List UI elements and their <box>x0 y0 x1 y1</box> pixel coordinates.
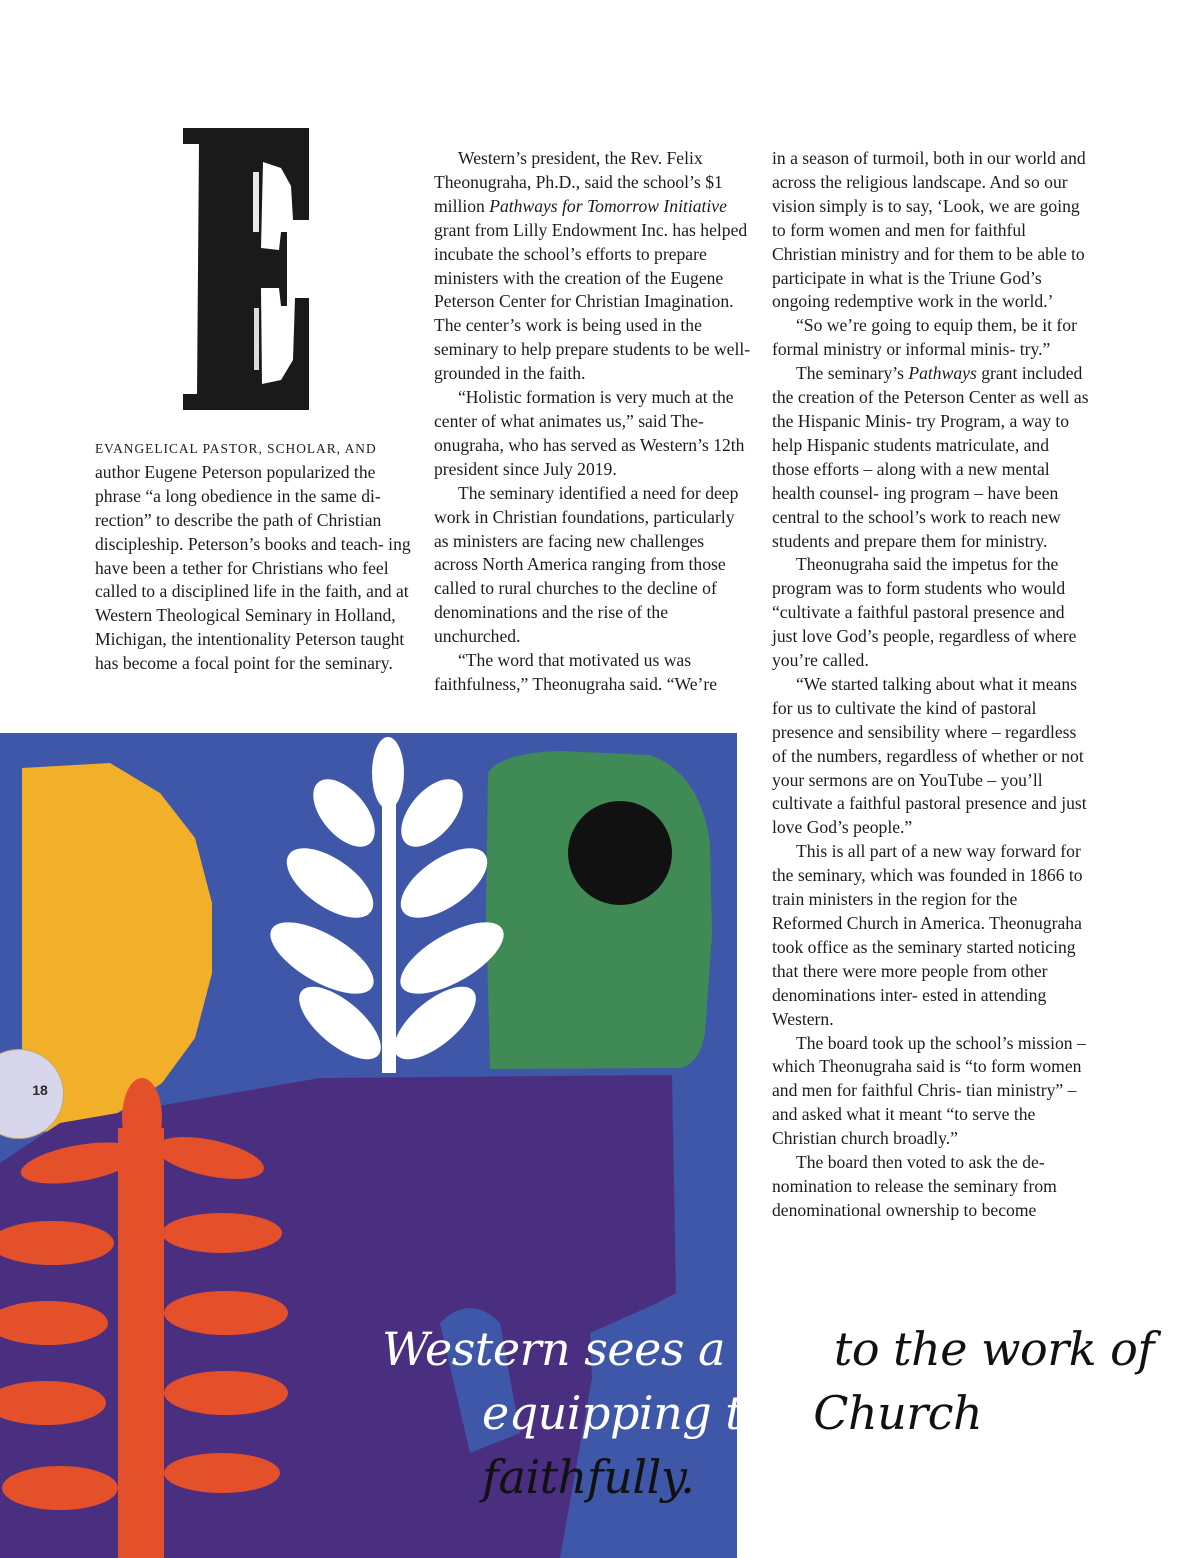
paragraph <box>434 147 752 386</box>
paragraph: The seminary identified a need for deep work in Christian foundations, particularly as ministers are facing new challenges across North America ranging from those called to rural churches to the decline of denominations and the rise of the unchurched. <box>434 482 739 647</box>
text-run: Western’s president, the Rev. Felix Theonugraha, Ph.D., said the school’s $1 million <box>434 148 723 216</box>
column-2 <box>434 147 752 697</box>
paragraph: in a season of turmoil, both in our world and across the religious landscape. And so our vision simply is to say, ‘Look, we are going to form women and men for faithful Christian ministry and for them to be able to participate in what is the Triune God’s ongoing redemptive work in the world.’ <box>772 148 1086 312</box>
paragraph: “So we’re going to equip them, be it for formal ministry or informal minis- try.” <box>772 315 1077 360</box>
pull-quote-text: equipping the <box>482 1386 814 1440</box>
paragraph: “The word that motivated us was faithfulness,” Theonugraha said. “We’re <box>434 650 718 694</box>
paragraph <box>772 362 1090 553</box>
paragraph: The board then voted to ask the de- nomination to release the seminary from denominational ownership to become <box>772 1152 1057 1220</box>
grant-name: Pathways <box>908 363 977 384</box>
paragraph: “Holistic formation is very much at the center of what animates us,” said The- onugraha, who has served as Western’s 12th president since July 2019. <box>434 387 745 479</box>
pull-quote-text: Western sees a call <box>382 1322 834 1376</box>
lead-paragraph <box>95 436 413 676</box>
drop-cap-letter <box>183 128 309 410</box>
text-run: grant included the creation of the Peterson Center as well as the Hispanic Minis- try Program, a way to help Hispanic students matriculate, and those efforts – along with a new mental health counsel- ing program – have been central to the school’s work to reach new students and prepare them for ministry. <box>772 363 1089 551</box>
text-run: The seminary’s <box>796 363 909 384</box>
pull-quote-line-2 <box>382 1381 1182 1509</box>
lead-smallcaps: EVANGELICAL PASTOR, SCHOLAR, AND <box>95 441 377 456</box>
column-1 <box>95 436 413 676</box>
green-block-shape <box>486 751 712 1069</box>
pull-quote <box>382 1317 1182 1509</box>
paragraph: The board took up the school’s mission – which Theonugraha said is “to form women and men for faithful Chris- tian ministry” – and asked what it meant “to serve the Christian church broadly.” <box>772 1032 1086 1149</box>
paragraph: “We started talking about what it means for us to cultivate the kind of pastoral presence and sensibility where – regardless of the numbers, regardless of whether or not your sermons are on YouTube – you’ll cultivate a faithful pastoral presence and just love God’s people.” <box>772 673 1087 838</box>
paragraph: This is all part of a new way forward for the seminary, which was founded in 1866 to train ministers in the region for the Reformed Church in America. Theonugraha took office as the seminary started noticing that there were more people from other denominations inter- ested in attending Western. <box>772 841 1083 1029</box>
pull-quote-text: to the work of <box>833 1322 1154 1376</box>
paragraph: Theonugraha said the impetus for the program was to form students who would “cultivate a faithful pastoral presence and just love God’s people, regardless of where you’re called. <box>772 554 1077 671</box>
column-3 <box>772 147 1090 1223</box>
initiative-name: Pathways for Tomorrow Initiative <box>489 195 727 216</box>
text-run: grant from Lilly Endowment Inc. has helped incubate the school’s efforts to prepare ministers with the creation of the Eugene Peterson Center for Christian Imagination. The center’s work is being used in the seminary to help prepare students to be well-grounded in the faith. <box>434 219 751 384</box>
page-number: 18 <box>32 1082 48 1098</box>
lead-text: author Eugene Peterson popularized the phrase “a long obedience in the same di- rection” to describe the path of Christian discipleship. Peterson’s books and teach- ing have been a tether for Christians who feel called to a disciplined life in the faith, and at Western Theological Seminary in Holland, Michigan, the intentionality Peterson taught has become a focal point for the seminary. <box>95 461 411 674</box>
pull-quote-text: Church faithfully. <box>482 1386 983 1504</box>
black-circle-shape <box>568 801 672 905</box>
pull-quote-line-1 <box>382 1317 1182 1381</box>
